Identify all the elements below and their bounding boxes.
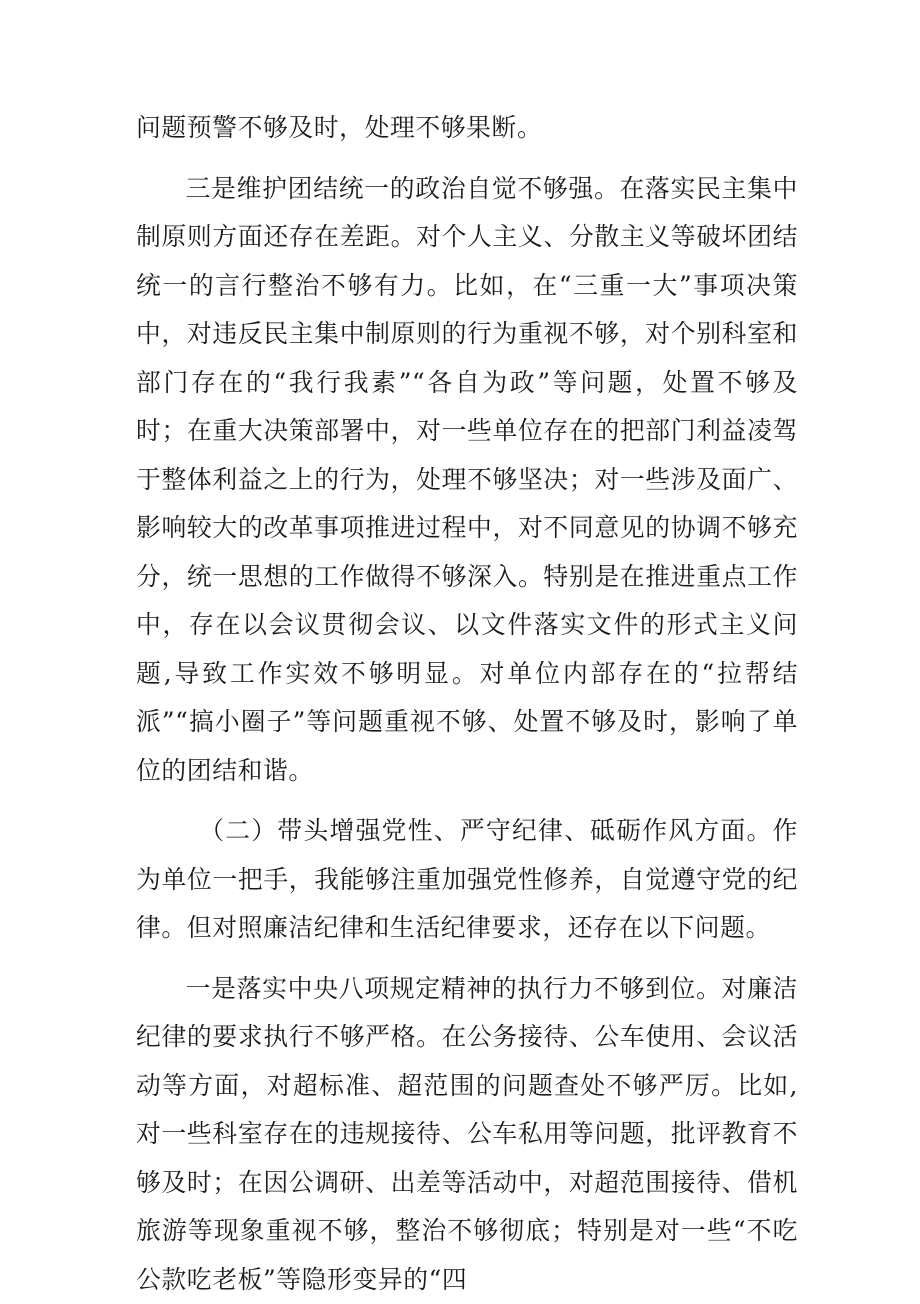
paragraph-point-three: 三是维护团结统一的政治自觉不够强。在落实民主集中制原则方面还存在差距。对个人主义、分散主义等破坏团结统一的言行整治不够有力。比如，在“三重一大”事项决策中，对违反民主集中制原则的行为重视不够，对个别科室和部门存在的“我行我素”“各自为政”等问题，处置不够及时；在重大决策部署中，对一些单位存在的把部门利益凌驾于整体利益之上的行为，处理不够坚决；对一些涉及面广、影响较大的改革事项推进过程中，对不同意见的协调不够充分，统一思想的工作做得不够深入。特别是在推进重点工作中，存在以会议贯彻会议、以文件落实文件的形式主义问题,导致工作实效不够明显。对单位内部存在的“拉帮结派”“搞小圈子”等问题重视不够、处置不够及时，影响了单位的团结和谐。 — [136, 165, 798, 796]
paragraph-point-one: 一是落实中央八项规定精神的执行力不够到位。对廉洁纪律的要求执行不够严格。在公务接待、公车使用、会议活动等方面，对超标准、超范围的问题查处不够严厉。比如,对一些科室存在的违规接待、公车私用等问题，批评教育不够及时；在因公调研、出差等活动中，对超范围接待、借机旅游等现象重视不够，整治不够彻底；特别是对一些“不吃公款吃老板”等隐形变异的“四 — [136, 965, 798, 1304]
paragraph-section-two: （二）带头增强党性、严守纪律、砥砺作风方面。作为单位一把手，我能够注重加强党性修养，自觉遵守党的纪律。但对照廉洁纪律和生活纪律要求，还存在以下问题。 — [136, 807, 798, 953]
body-text — [136, 104, 798, 1304]
paragraph-continuation: 问题预警不够及时，处理不够果断。 — [136, 104, 798, 153]
